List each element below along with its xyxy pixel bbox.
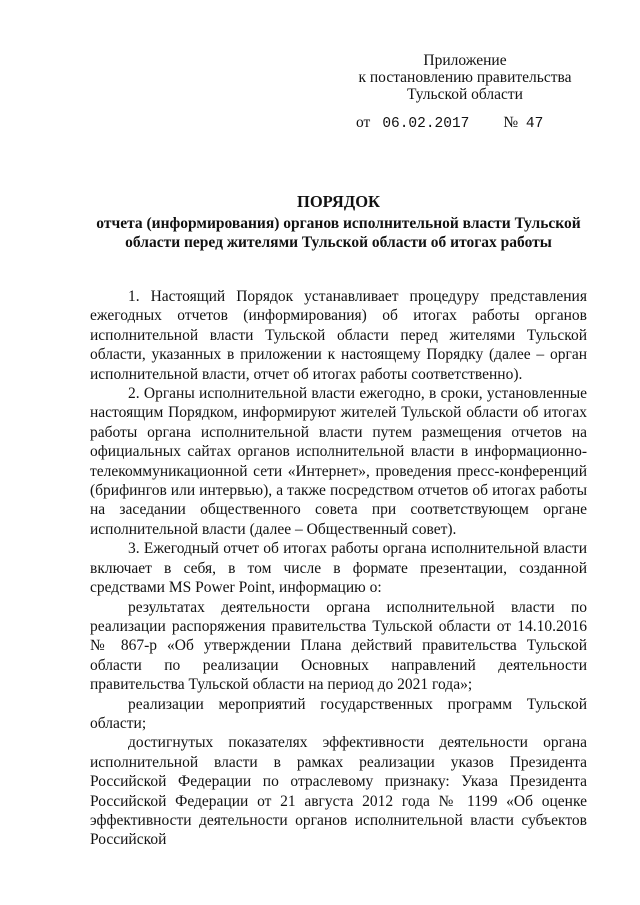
document-date: 06.02.2017 — [382, 116, 470, 132]
appendix-header — [340, 52, 590, 103]
date-prefix: от — [356, 114, 371, 131]
paragraph: 2. Органы исполнительной власти ежегодно, в сроки, установленные настоящим Порядком, информируют жителей Тульской области об итогах работы органа исполнительной власти путем размещения отчетов на официальных сайтах органов исполнительной власти в информационно-телекоммуникационной сети «Интернет», проведения пресс-конференций (брифингов или интервью), а также посредством отчетов об итогах работы на заседании общественного совета при соответствующем органе исполнительной власти (далее – Общественный совет). — [90, 385, 587, 538]
document-number: 47 — [525, 116, 544, 132]
paragraph: 1. Настоящий Порядок устанавливает процедуру представления ежегодных отчетов (информирования) об итогах работы органов исполнительной власти Тульской области перед жителями Тульской области, указанных в приложении к настоящему Порядку (далее – орган исполнительной власти, отчет об итогах работы соответственно). — [90, 288, 587, 383]
paragraph: 3. Ежегодный отчет об итогах работы органа исполнительной власти включает в себя, в том числе в формате презентации, созданной средствами MS Power Point, информацию о: — [90, 540, 587, 597]
paragraph: реализации мероприятий государственных программ Тульской области; — [90, 695, 587, 732]
appendix-line: к постановлению правительства — [358, 69, 572, 86]
number-prefix: № — [503, 114, 519, 131]
date-number-line — [356, 114, 543, 132]
paragraph: достигнутых показателях эффективности деятельности органа исполнительной власти в рамках реализации указов Президента Российской Федерации по отраслевому признаку: Указа Президента Российской Федерации от 21 августа 2012 года № 1199 «Об оценке эффективности деятельности органов исполнительной власти субъектов Российской — [90, 734, 587, 849]
appendix-line: Приложение — [423, 52, 507, 69]
document-title — [90, 192, 587, 252]
appendix-line: Тульской области — [407, 86, 523, 103]
title-sub: отчета (информирования) органов исполнительной власти Тульской области перед жителями Тульской области об итогах работы — [96, 215, 581, 251]
paragraph: результатах деятельности органа исполнительной власти по реализации распоряжения правительства Тульской области от 14.10.2016 № 867-р «Об утверждении Плана действий правительства Тульской области по реализации Основных направлений деятельности правительства Тульской области на период до 2021 года»; — [90, 598, 587, 694]
title-main: ПОРЯДОК — [297, 192, 380, 211]
document-body — [90, 287, 587, 850]
